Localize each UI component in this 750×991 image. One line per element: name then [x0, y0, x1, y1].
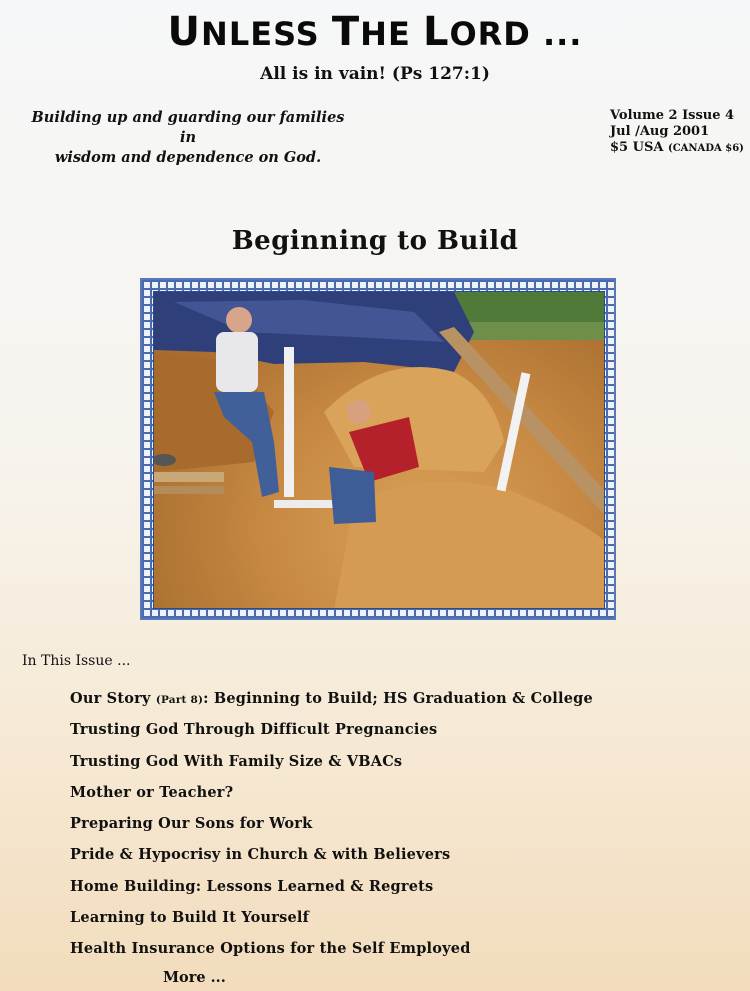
toc-item-text: Our Story: [70, 690, 156, 707]
toc-item: [70, 909, 710, 940]
masthead-initial: L: [422, 9, 450, 55]
masthead-initial: T: [331, 9, 361, 55]
tagline: [28, 108, 348, 168]
person-head: [226, 307, 252, 333]
toc-item: [70, 721, 710, 752]
issue-volume: Volume 2 Issue 4: [610, 108, 735, 123]
toc-item-text: Home Building: Lessons Learned & Regrets: [70, 877, 434, 895]
toc-item: [70, 690, 710, 721]
toc-item-text: Trusting God Through Difficult Pregnancies: [70, 721, 438, 739]
plank: [154, 486, 224, 494]
scripture-subtitle: All is in vain! (Ps 127:1): [260, 64, 490, 84]
toc-item: [70, 878, 710, 909]
cover-photo-illustration: [154, 292, 605, 609]
masthead-initial: U: [167, 9, 202, 55]
toc-item-text: Pride & Hypocrisy in Church & with Believers: [70, 846, 451, 864]
photo-frame: [140, 278, 616, 620]
toc-item: [70, 940, 710, 971]
cover-headline: Beginning to Build: [231, 226, 519, 256]
price-usa: $5 USA: [610, 140, 664, 155]
tagline-line: wisdom and dependence on God.: [54, 149, 322, 166]
tagline-line: Building up and guarding our families in: [31, 109, 345, 146]
toc-list: [70, 690, 710, 972]
masthead-word: NLESS: [201, 15, 320, 53]
toc-item: [70, 846, 710, 877]
toc-item: [70, 784, 710, 815]
toc-header: In This Issue ...: [22, 653, 131, 669]
toc-item: [70, 753, 710, 784]
toc-item-text: Preparing Our Sons for Work: [70, 815, 313, 833]
masthead-word: ORD: [449, 15, 531, 53]
toc-item-text: Learning to Build It Yourself: [70, 909, 310, 927]
issue-price: [610, 140, 745, 157]
person-shirt: [216, 332, 258, 392]
masthead-ellipsis: ...: [530, 15, 583, 53]
toc-more: More ...: [163, 969, 226, 986]
toc-item-text: Mother or Teacher?: [70, 783, 234, 801]
masthead-title: [0, 10, 750, 56]
toc-item: [70, 815, 710, 846]
issue-date: Jul /Aug 2001: [610, 124, 710, 139]
plank: [154, 472, 224, 482]
pipe: [284, 347, 294, 497]
price-canada: (CANADA $6): [667, 143, 744, 154]
toc-item-part: (Part 8): [155, 694, 204, 706]
issue-info: [610, 108, 745, 157]
masthead-word: HE: [360, 15, 411, 53]
person-head: [347, 400, 371, 424]
toc-item-text: Health Insurance Options for the Self Employed: [70, 940, 471, 958]
person-jeans: [329, 467, 376, 524]
toc-item-text: : Beginning to Build; HS Graduation & College: [203, 690, 593, 707]
cover-photo: [153, 291, 605, 609]
toc-item-text: Trusting God With Family Size & VBACs: [70, 752, 403, 770]
